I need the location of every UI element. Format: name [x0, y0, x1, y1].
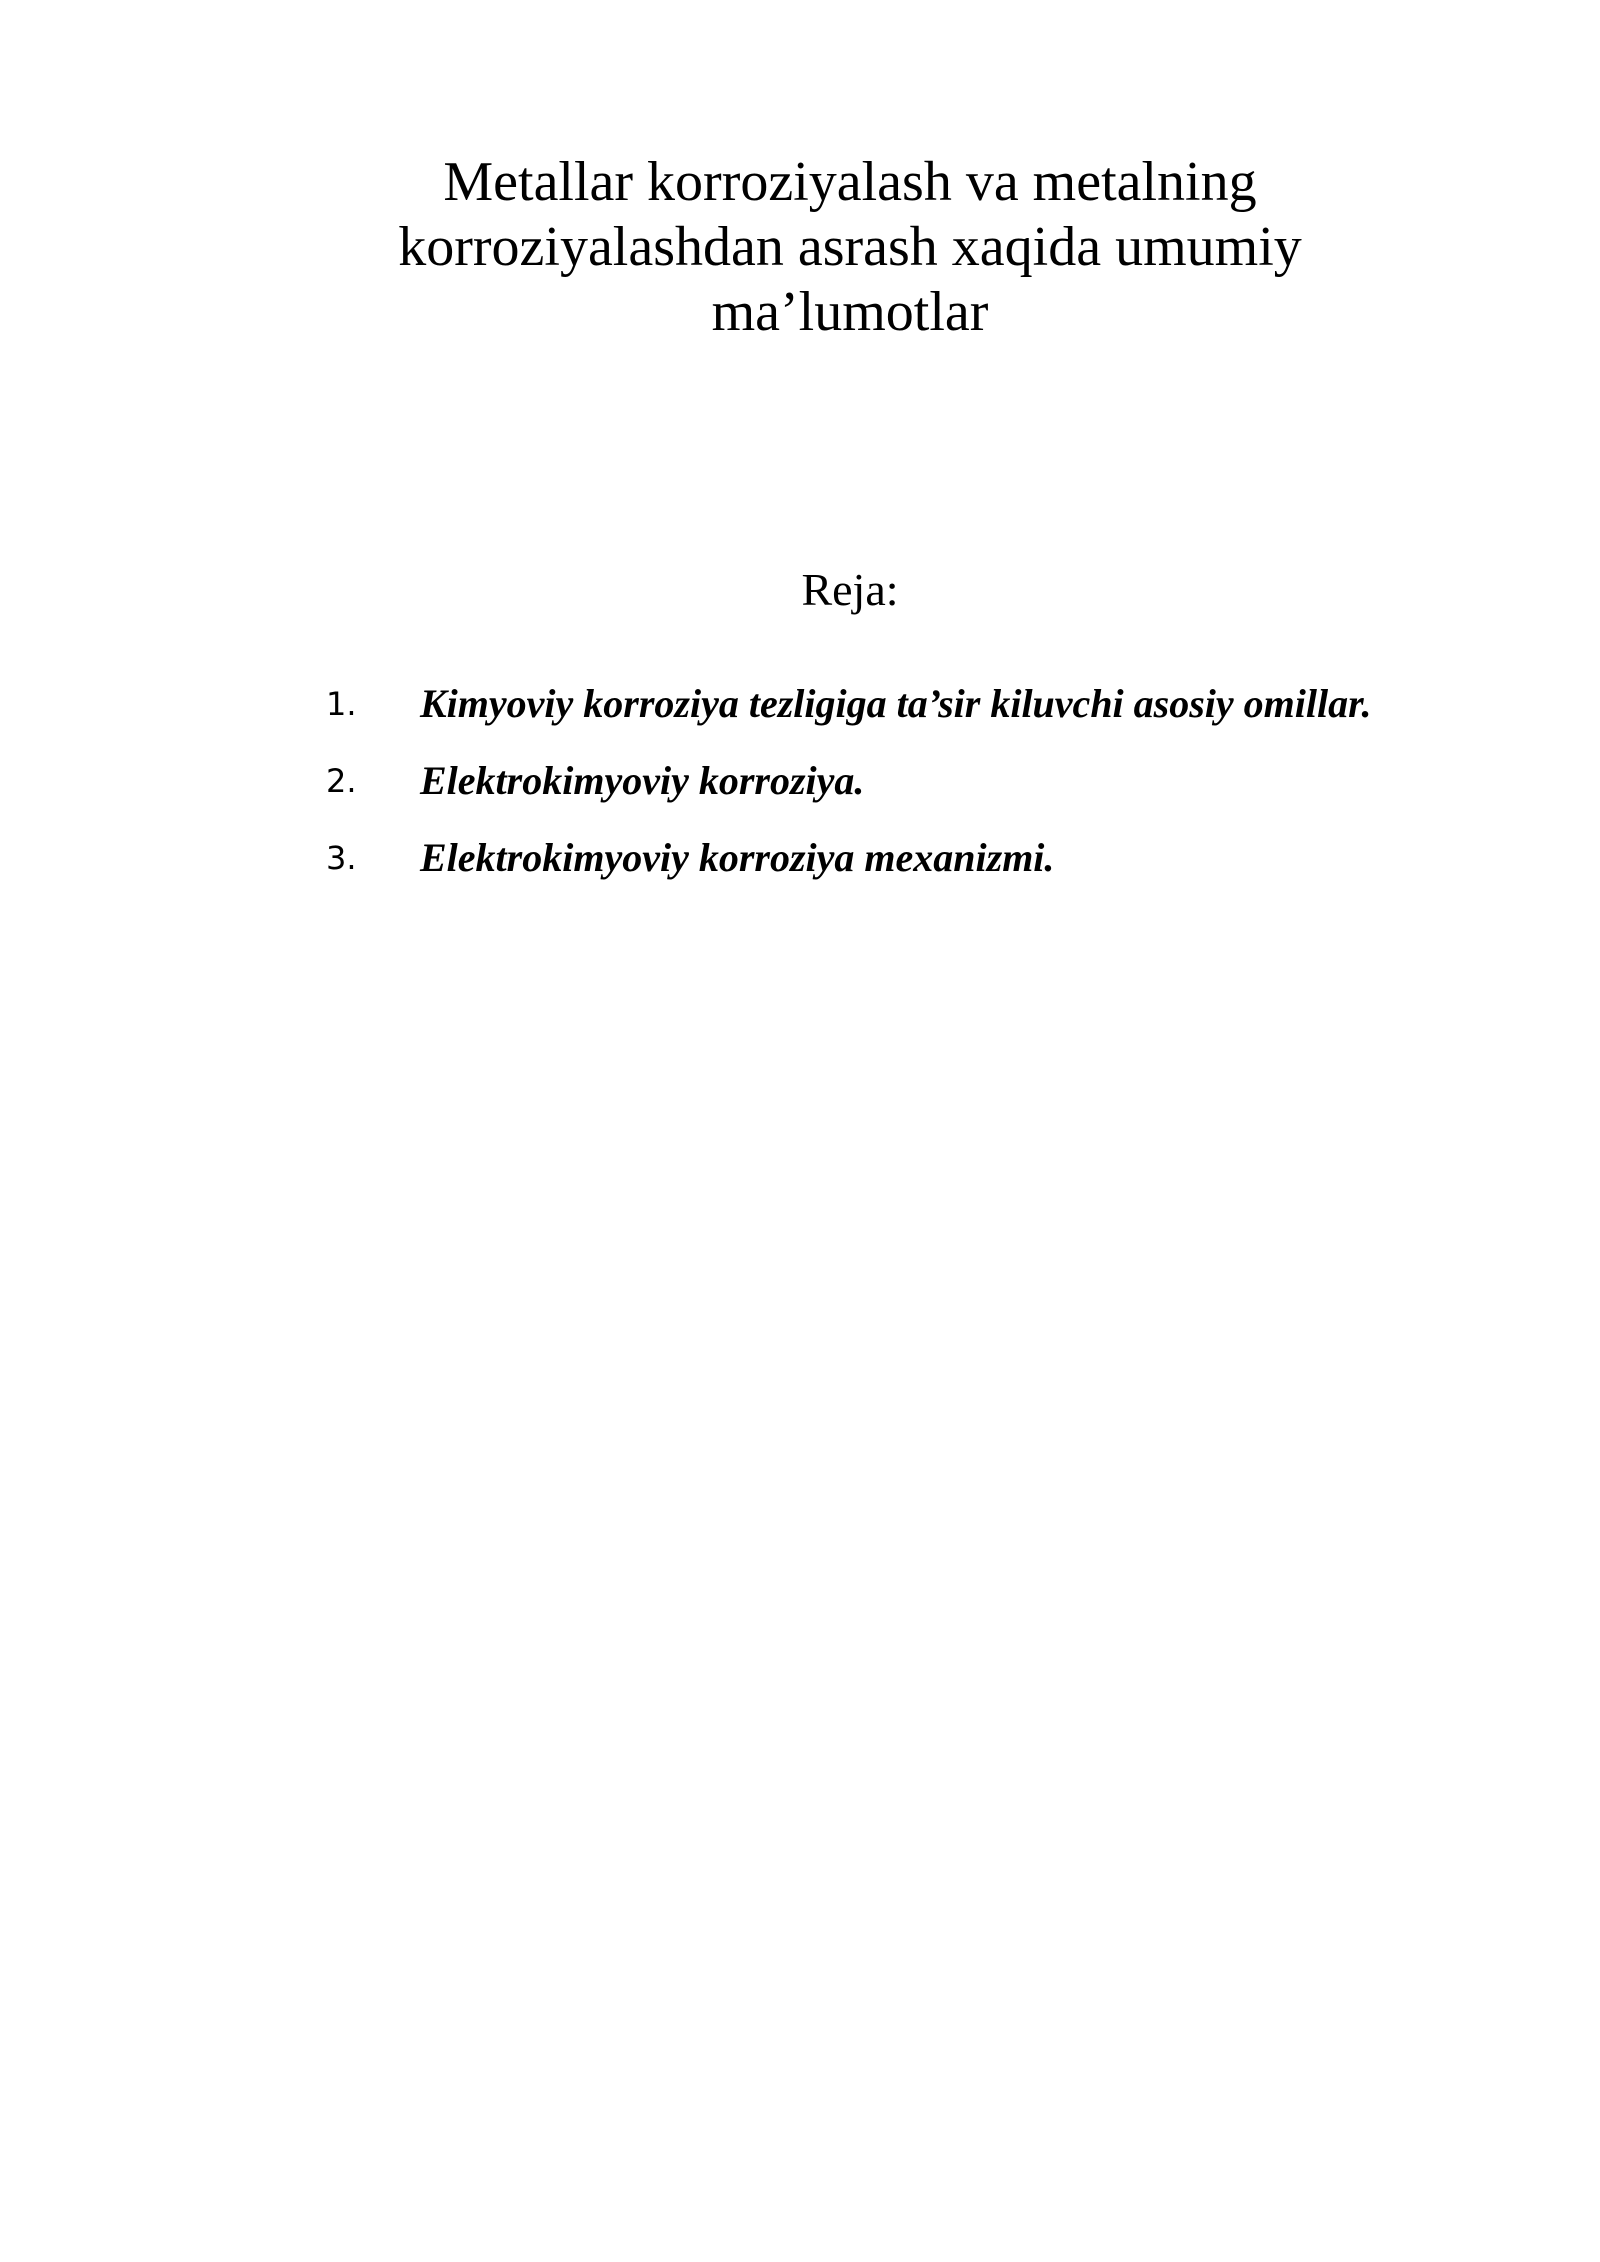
document-title [300, 150, 1400, 345]
plan-item-number: 3. [326, 838, 357, 877]
plan-item-text: Elektrokimyoviy korroziya. [420, 757, 865, 803]
plan-item-number: 1. [326, 684, 357, 723]
plan-item-text: Elektrokimyoviy korroziya mexanizmi. [420, 834, 1055, 880]
plan-heading: Reja: [801, 564, 899, 615]
plan-list [326, 665, 1526, 896]
plan-item-2 [326, 742, 1526, 819]
title-line-3: ma’lumotlar [711, 281, 989, 343]
plan-item-number: 2. [326, 761, 357, 800]
plan-item-1 [326, 665, 1526, 742]
plan-item-3 [326, 819, 1526, 896]
title-line-1: Metallar korroziyalash va metalning [443, 151, 1257, 213]
title-line-2: korroziyalashdan asrash xaqida umumiy [398, 216, 1302, 278]
plan-item-text: Kimyoviy korroziya tezligiga ta’sir kiluvchi asosiy omillar. [420, 680, 1372, 726]
